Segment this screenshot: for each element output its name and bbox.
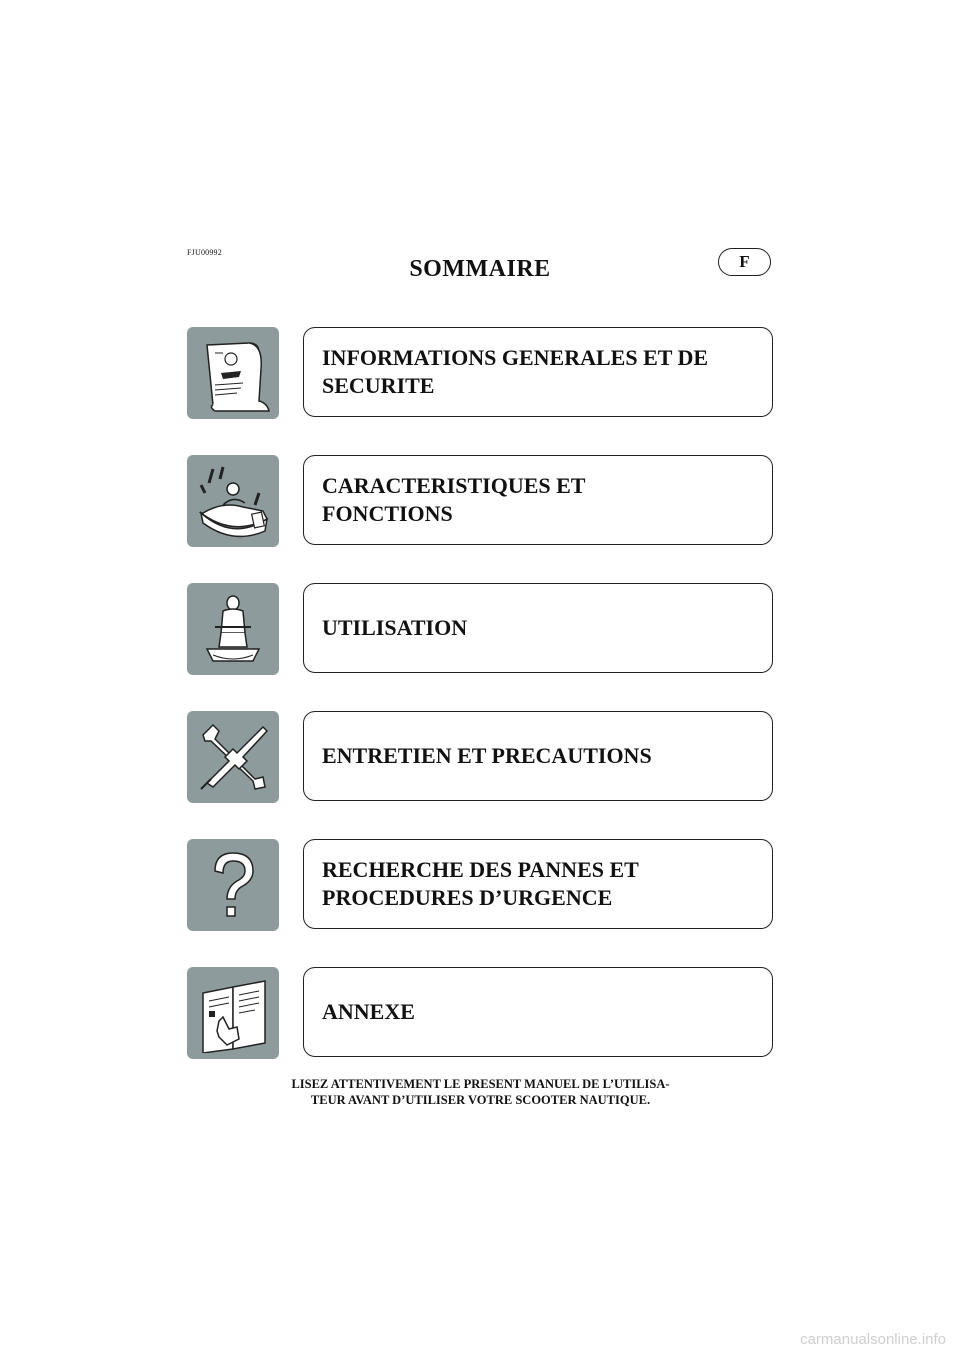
section-label: ANNEXE xyxy=(322,999,415,1024)
watermark: carmanualsonline.info xyxy=(800,1331,946,1348)
section-box[interactable] xyxy=(303,967,773,1057)
document-code: FJU00992 xyxy=(187,248,222,257)
section-box[interactable] xyxy=(303,711,773,801)
question-mark-icon xyxy=(187,839,279,931)
section-label: ENTRETIEN ET PRECAUTIONS xyxy=(322,743,652,768)
section-box[interactable] xyxy=(303,583,773,673)
section-troubleshooting[interactable] xyxy=(187,839,774,931)
book-pointer-icon xyxy=(187,967,279,1059)
section-box[interactable] xyxy=(303,455,773,545)
language-badge: F xyxy=(718,248,771,276)
section-appendix[interactable] xyxy=(187,967,774,1059)
section-label: INFORMATIONS GENERALES ET DE SECURITE xyxy=(322,345,709,398)
watercraft-alert-icon xyxy=(187,455,279,547)
rider-icon xyxy=(187,583,279,675)
section-label: RECHERCHE DES PANNES ET PROCEDURES D’URGENCE xyxy=(322,857,639,910)
section-label: UTILISATION xyxy=(322,615,468,640)
read-manual-notice: LISEZ ATTENTIVEMENT LE PRESENT MANUEL DE L’UTILISA- TEUR AVANT D’UTILISER VOTRE SCOOTER NAUTIQUE. xyxy=(291,1077,670,1107)
section-operation[interactable] xyxy=(187,583,774,675)
section-label: CARACTERISTIQUES ET FONCTIONS xyxy=(322,473,586,526)
page-title: SOMMAIRE xyxy=(409,256,551,282)
manual-sheet-icon xyxy=(187,327,279,419)
section-box[interactable] xyxy=(303,839,773,929)
section-general-safety[interactable] xyxy=(187,327,774,419)
section-maintenance[interactable] xyxy=(187,711,774,803)
section-box[interactable] xyxy=(303,327,773,417)
section-features-functions[interactable] xyxy=(187,455,774,547)
tools-icon xyxy=(187,711,279,803)
